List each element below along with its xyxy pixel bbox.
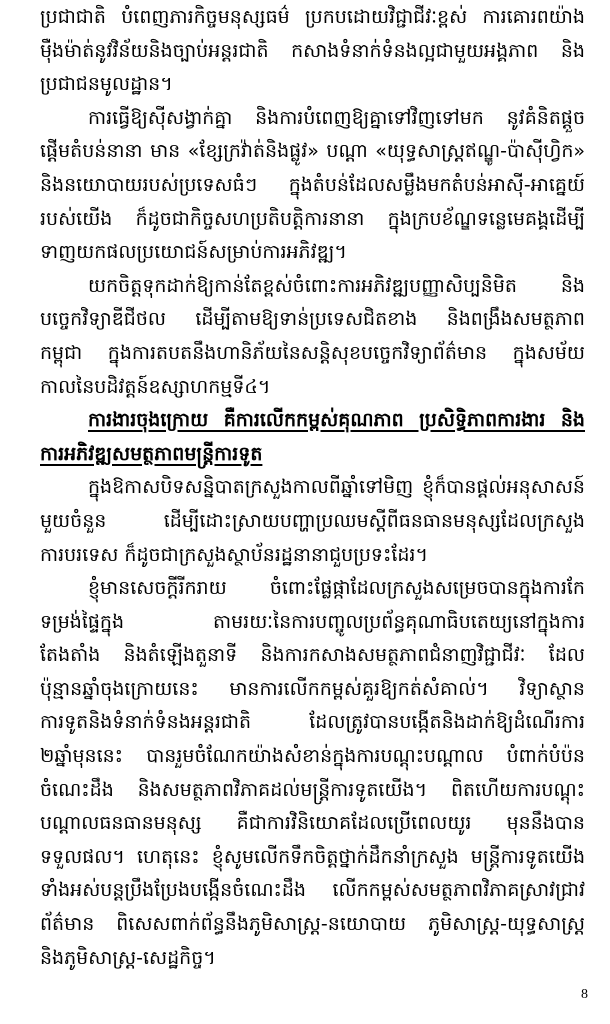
text-line: ការធ្វើឱ្យស៊ីសង្វាក់គ្នា និងការបំពេញឱ្យគ្នាទៅវិញទៅមក នូវគំនិតផ្តួច [88, 106, 585, 129]
text-line: យកចិត្តទុកដាក់ឱ្យកាន់តែខ្ពស់ចំពោះការអភិវឌ្ឍបញ្ញាសិប្បនិមិត និង [88, 274, 585, 297]
text-line: បច្ចេកវិទ្យាឌីជីថល ដើម្បីតាមឱ្យទាន់ប្រទេសជិតខាង និងពង្រឹងសមត្ថភាព [40, 308, 585, 331]
text-line: ទាំងអស់បន្តប្រឹងប្រែងបង្កើនចំណេះដឹង លើកកម្ពស់សមត្ថភាពវិភាគស្រាវជ្រាវ [40, 879, 585, 902]
page-number: 8 [581, 987, 588, 1002]
text-line: ទាញយកផលប្រយោជន៍សម្រាប់ការអភិវឌ្ឍ។ [40, 241, 347, 264]
text-line: ប្រជាជាតិ បំពេញភារកិច្ចមនុស្សធម៌ ប្រកបដោយវិជ្ជាជីវៈខ្ពស់ ការគោរពយ៉ាង [40, 6, 585, 28]
text-line: ព័ត៌មាន ពិសេសពាក់ព័ន្ធនឹងភូមិសាស្ត្រ-នយោបាយ ភូមិសាស្ត្រ-យុទ្ធសាស្ត្រ [40, 913, 585, 936]
text-line: កម្ពុជា ក្នុងការតបតនឹងហានិភ័យនៃសន្តិសុខបច្ចេកវិទ្យាព័ត៌មាន ក្នុងសម័យ [40, 341, 585, 364]
text-line: មួយចំនួន ដើម្បីដោះស្រាយបញ្ហាប្រឈមស្តីពីធនធានមនុស្សដែលក្រសួង [40, 509, 585, 532]
text-line: ២ឆ្នាំមុននេះ បានរួមចំណែកយ៉ាងសំខាន់ក្នុងការបណ្តុះបណ្តាល បំពាក់បំប៉ន [40, 745, 585, 768]
text-line: បណ្តាលធនធានមនុស្ស គឺជាការវិនិយោគដែលប្រើពេលយូរ មុននឹងបាន [40, 812, 585, 835]
heading-line: ការងារចុងក្រោយ គឺការលើកកម្ពស់គុណភាព ប្រសិទ្ធិភាពការងារ និង [88, 409, 585, 432]
paragraph [40, 572, 585, 975]
text-line: ទទួលផល។ ហេតុនេះ ខ្ញុំសូមលើកទឹកចិត្តថ្នាក់ដឹកនាំក្រសួង មន្ត្រីការទូតយើង [40, 845, 585, 868]
text-line: ចំណេះដឹង និងសមត្ថភាពវិភាគដល់មន្ត្រីការទូតយើង។ ពិតហើយការបណ្តុះ [40, 778, 585, 801]
text-line: ប្រជាជនមូលដ្ឋាន។ [40, 73, 173, 96]
text-line: ផ្តើមតំបន់នានា មាន «ខ្សែក្រវ៉ាត់និងផ្លូវ» បណ្តា «យុទ្ធសាស្ត្រឥណ្ឌូ-ប៉ាស៊ីហ្វិក» [40, 140, 585, 163]
text-line: និងភូមិសាស្ត្រ-សេដ្ឋកិច្ច។ [40, 946, 216, 969]
paragraph [40, 1, 585, 102]
text-line: ការបរទេស ក៏ដូចជាក្រសួងស្ថាប័នរដ្ឋនានាជួបប្រទះដែរ។ [40, 543, 428, 566]
section-heading [40, 404, 585, 471]
paragraph [40, 471, 585, 572]
document-body [40, 1, 585, 975]
paragraph [40, 270, 585, 404]
text-line: ប៉ុន្មានឆ្នាំចុងក្រោយនេះ មានការលើកកម្ពស់គួរឱ្យកត់សំគាល់។ វិទ្យាស្ថាន [40, 677, 585, 700]
text-line: ការទូតនិងទំនាក់ទំនងអន្តរជាតិ ដែលត្រូវបានបង្កើតនិងដាក់ឱ្យដំណើរការ [40, 711, 585, 734]
text-line: ម៉ឺងម៉ាត់នូវវិន័យនិងច្បាប់អន្តរជាតិ កសាងទំនាក់ទំនងល្អជាមួយអង្គភាព និង [40, 39, 585, 62]
heading-line: ការអភិវឌ្ឍសមត្ថភាពមន្ត្រីការទូត [40, 442, 263, 465]
text-line: ក្នុងឱកាសបិទសន្និបាតក្រសួងកាលពីឆ្នាំទៅមិញ ខ្ញុំក៏បានផ្តល់អនុសាសន៍ [88, 476, 585, 499]
text-line: ខ្ញុំមានសេចក្តីរីករាយ ចំពោះផ្លែផ្កាដែលក្រសួងសម្រេចបានក្នុងការកែ [88, 577, 585, 600]
text-line: កាលនៃបដិវត្តន៍ឧស្សាហកម្មទី៤។ [40, 375, 271, 398]
text-line: តែងតាំង និងតំឡើងតួនាទី និងការកសាងសមត្ថភាពជំនាញវិជ្ជាជីវៈ ដែល [40, 644, 585, 667]
text-line: របស់យើង ក៏ដូចជាកិច្ចសហប្រតិបត្តិការនានា ក្នុងក្របខ័ណ្ឌទន្លេមេគង្គដើម្បី [40, 207, 585, 230]
text-line: ទម្រង់ផ្ទៃក្នុង តាមរយៈនៃការបញ្ចូលប្រព័ន្ធគុណាធិបតេយ្យនៅក្នុងការ [40, 610, 585, 633]
paragraph [40, 102, 585, 270]
text-line: និងនយោបាយរបស់ប្រទេសធំៗ ក្នុងតំបន់ដែលសម្លឹងមកតំបន់អាស៊ី-អាគ្នេយ៍ [40, 173, 585, 196]
